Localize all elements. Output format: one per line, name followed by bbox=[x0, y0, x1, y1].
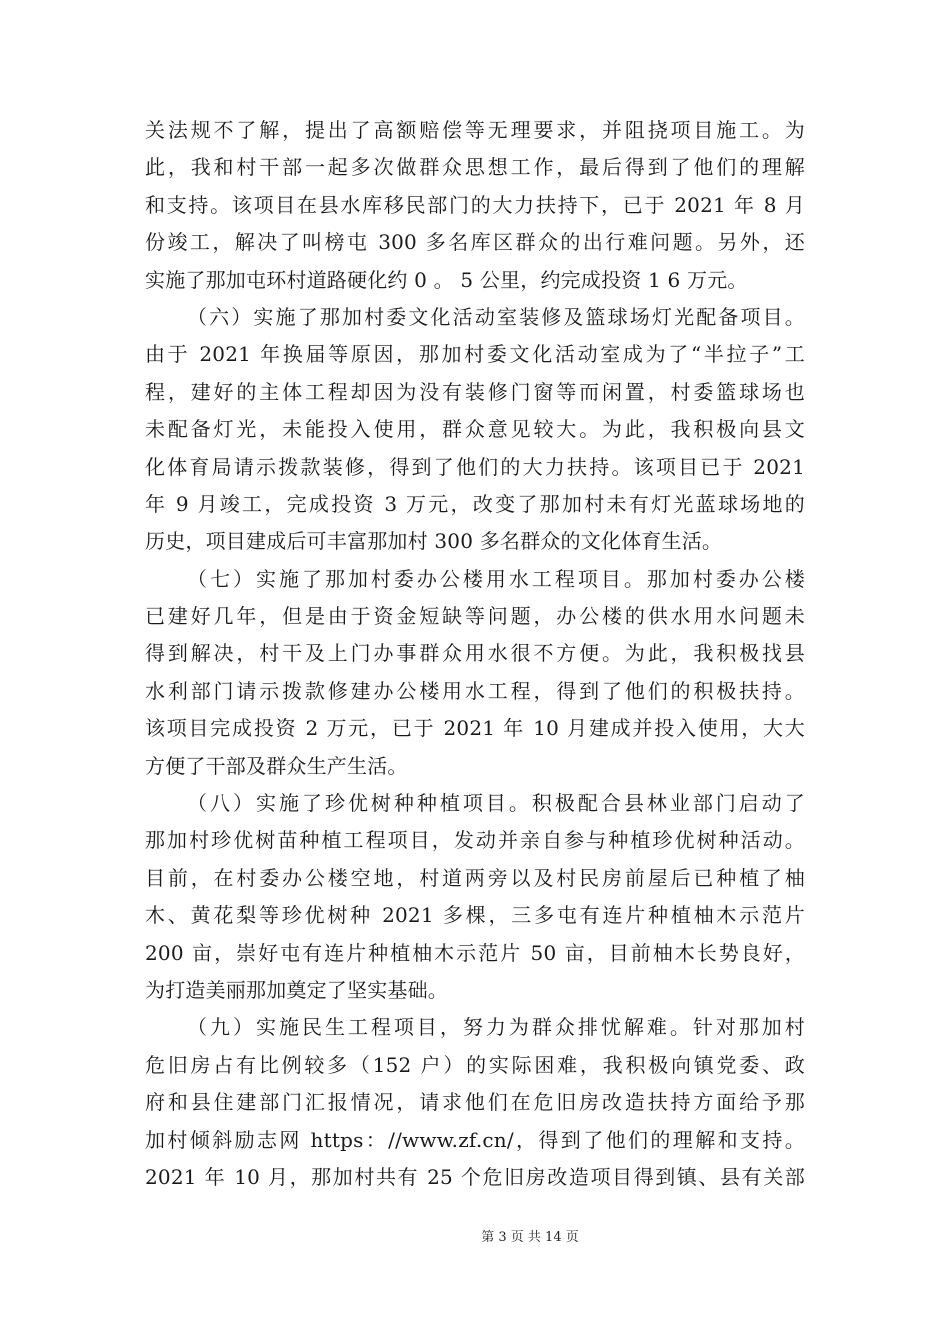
text-line: 为打造美丽那加奠定了坚实基础。 bbox=[145, 977, 448, 1002]
text-line: 实施了那加屯环村道路硬化约 0 。 5 公里，约完成投资 1 6 万元。 bbox=[145, 267, 748, 292]
paragraph-heading-line: （八）实施了珍优树种种植项目。积极配合县林业部门启动了 bbox=[187, 791, 805, 816]
text-line: 已建好几年，但是由于资金短缺等问题，办公楼的供水用水问题未 bbox=[145, 604, 805, 629]
text-line: 份竣工，解决了叫榜屯 300 多名库区群众的出行难问题。另外，还 bbox=[145, 230, 805, 255]
text-line: 水利部门请示拨款修建办公楼用水工程，得到了他们的积极扶持。 bbox=[145, 678, 805, 703]
page-number-footer: 第 3 页 共 14 页 bbox=[481, 1230, 579, 1245]
text-line: 历史，项目建成后可丰富那加村 300 多名群众的文化体育生活。 bbox=[145, 529, 723, 554]
text-line: 得到解决，村干及上门办事群众用水很不方便。为此，我积极找县 bbox=[145, 641, 805, 666]
text-line: 那加村珍优树苗种植工程项目，发动并亲自参与种植珍优树种活动。 bbox=[145, 828, 805, 853]
paragraph-heading-line: （六）实施了那加村委文化活动室装修及篮球场灯光配备项目。 bbox=[187, 304, 805, 329]
text-line: 200 亩，崇好屯有连片种植柚木示范片 50 亩，目前柚木长势良好， bbox=[145, 940, 805, 965]
text-line: 程，建好的主体工程却因为没有装修门窗等而闲置，村委篮球场也 bbox=[145, 379, 805, 404]
text-line: 危旧房占有比例较多（152 户）的实际困难，我积极向镇党委、政 bbox=[145, 1052, 805, 1077]
paragraph-heading-line: （七）实施了那加村委办公楼用水工程项目。那加村委办公楼 bbox=[187, 566, 805, 591]
text-line: 此，我和村干部一起多次做群众思想工作，最后得到了他们的理解 bbox=[145, 155, 805, 180]
text-line: 关法规不了解，提出了高额赔偿等无理要求，并阻挠项目施工。为 bbox=[145, 118, 805, 142]
text-line: 府和县住建部门汇报情况，请求他们在危旧房改造扶持方面给予那 bbox=[145, 1090, 805, 1115]
text-line: 木、黄花梨等珍优树种 2021 多棵，三多屯有连片种植柚木示范片 bbox=[145, 903, 805, 928]
paragraph-heading-line: （九）实施民生工程项目，努力为群众排忧解难。针对那加村 bbox=[187, 1015, 805, 1040]
body-text bbox=[145, 112, 805, 1196]
text-line: 方便了干部及群众生产生活。 bbox=[145, 753, 408, 778]
text-line: 目前，在村委办公楼空地，村道两旁以及村民房前屋后已种植了柚 bbox=[145, 865, 805, 890]
text-line: 该项目完成投资 2 万元，已于 2021 年 10 月建成并投入使用，大大 bbox=[145, 716, 805, 741]
text-line: 和支持。该项目在县水库移民部门的大力扶持下，已于 2021 年 8 月 bbox=[145, 192, 805, 217]
text-line: 加村倾斜励志网 https：//www.zf.cn/，得到了他们的理解和支持。 bbox=[145, 1127, 805, 1152]
text-line: 年 9 月竣工，完成投资 3 万元，改变了那加村未有灯光蓝球场地的 bbox=[145, 491, 805, 516]
text-line: 2021 年 10 月，那加村共有 25 个危旧房改造项目得到镇、县有关部 bbox=[145, 1164, 805, 1189]
text-line: 未配备灯光，未能投入使用，群众意见较大。为此，我积极向县文 bbox=[145, 417, 805, 442]
text-line: 化体育局请示拨款装修，得到了他们的大力扶持。该项目已于 2021 bbox=[145, 454, 805, 479]
text-line: 由于 2021 年换届等原因，那加村委文化活动室成为了“半拉子”工 bbox=[145, 342, 805, 367]
